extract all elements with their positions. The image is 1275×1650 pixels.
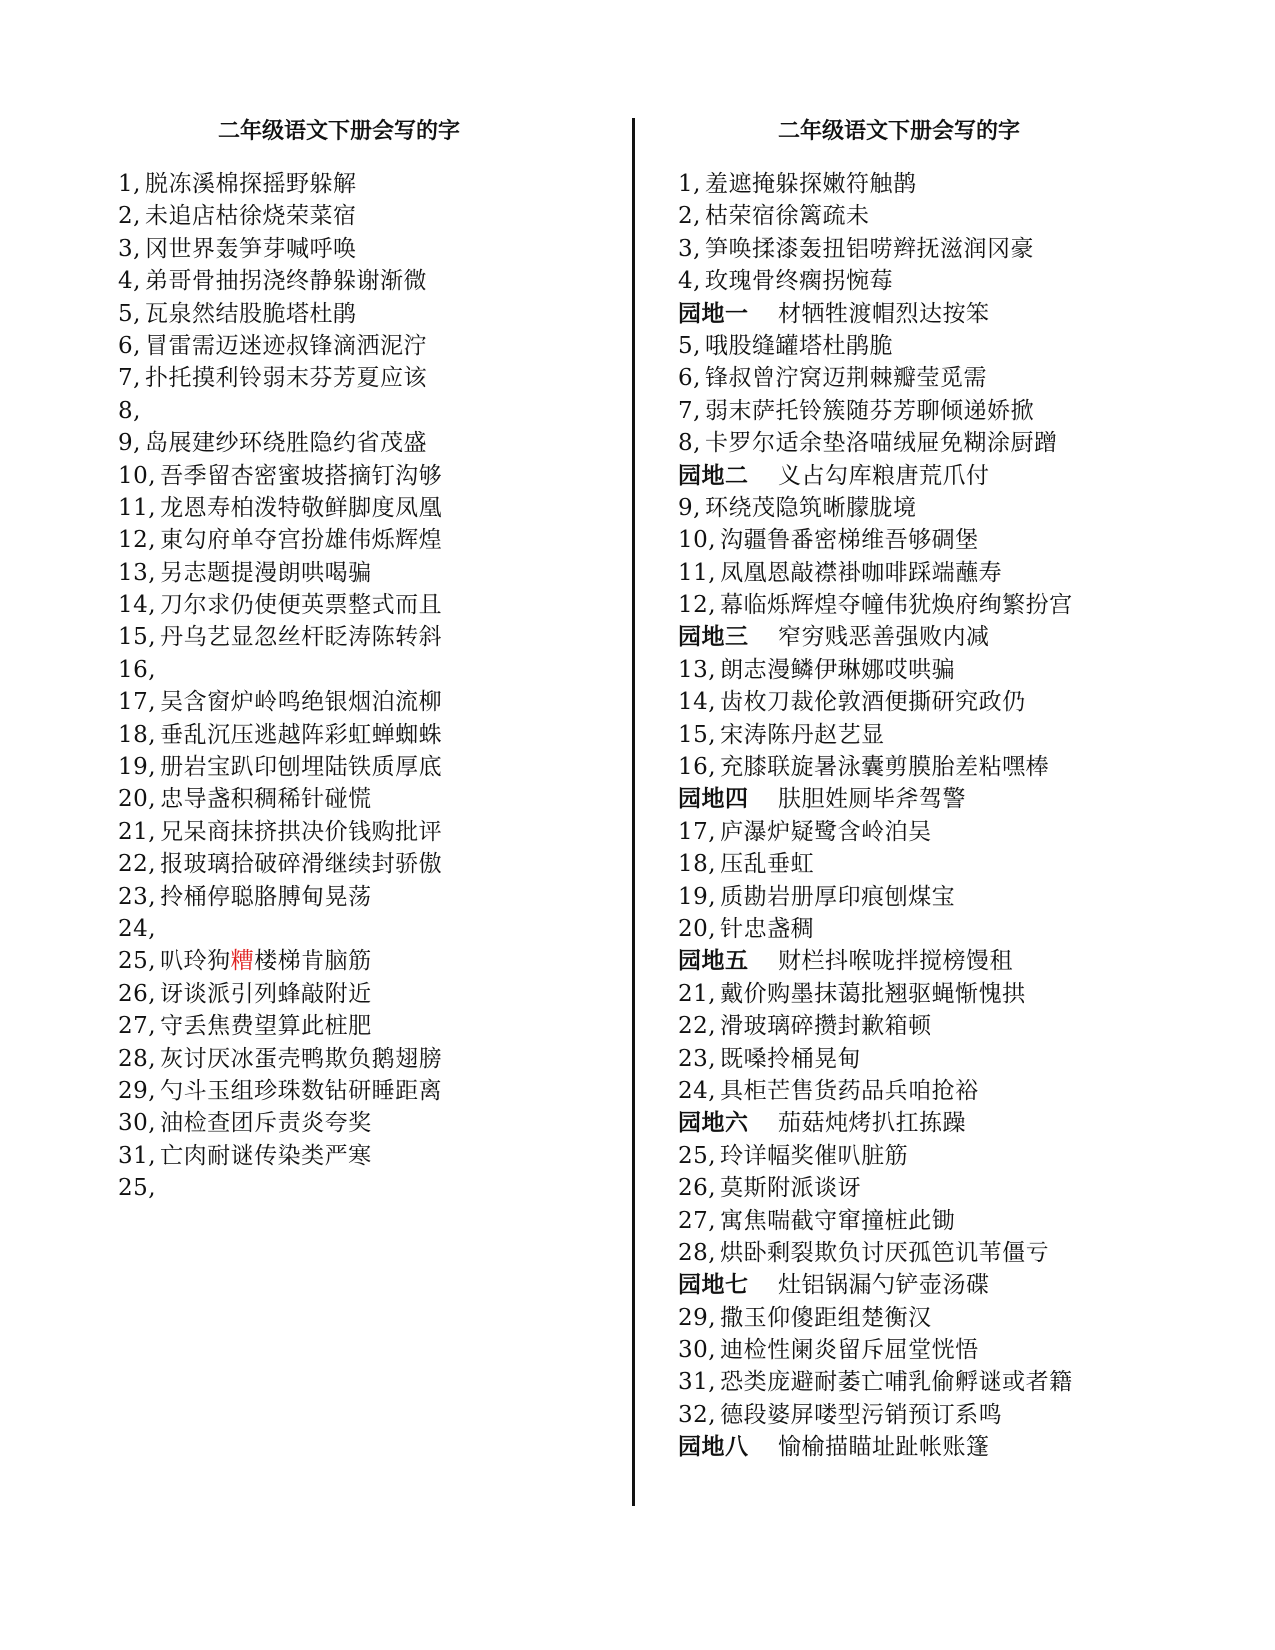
lesson-row — [678, 1237, 1218, 1269]
lesson-row — [678, 978, 1218, 1010]
lesson-row — [118, 848, 618, 880]
lesson-number: 13, — [118, 559, 157, 586]
characters-text: 报玻璃拾破碎滑继续封骄傲 — [160, 851, 443, 878]
lesson-number: 8, — [118, 397, 141, 424]
characters-text: 具柜芒售货药品兵咱抢裕 — [720, 1077, 979, 1104]
characters-text: 亡肉耐谜传染类严寒 — [160, 1142, 372, 1169]
characters-text: 册岩宝趴印刨埋陆铁质厚底 — [160, 754, 443, 781]
lesson-number: 15, — [118, 624, 157, 651]
lesson-number: 19, — [678, 883, 717, 910]
characters-text: 吾季留杏密蜜坡搭摘钉沟够 — [160, 462, 443, 489]
characters-text: 质勘岩册厚印痕刨煤宝 — [720, 883, 956, 910]
lesson-number: 5, — [118, 300, 141, 327]
left-column — [118, 108, 618, 1205]
lesson-number: 25, — [118, 1175, 157, 1202]
lesson-number: 18, — [678, 851, 717, 878]
lesson-number: 30, — [118, 1110, 157, 1137]
lesson-row — [678, 492, 1218, 524]
lesson-row — [118, 1010, 618, 1042]
section-row — [678, 1107, 1218, 1139]
characters-text: 莫斯附派谈讶 — [720, 1175, 862, 1202]
characters-text: 庐瀑炉疑鹭含岭泊吴 — [720, 818, 932, 845]
lesson-row — [678, 395, 1218, 427]
characters-text: 弟哥骨抽拐浇终静躲谢渐微 — [144, 268, 427, 295]
right-column-title: 二年级语文下册会写的字 — [778, 119, 1021, 144]
characters-text: 材牺牲渡帽烈达按笨 — [778, 300, 990, 327]
characters-text: 刀尔求仍使便英票整式而且 — [160, 592, 443, 619]
characters-text: 拎桶停聪胳膊甸晃荡 — [160, 883, 372, 910]
lesson-number: 21, — [118, 818, 157, 845]
lesson-number: 31, — [678, 1369, 717, 1396]
characters-text: 忠导盏积稠稀针碰慌 — [160, 786, 372, 813]
lesson-row — [118, 881, 618, 913]
right-character-list — [678, 168, 1218, 1464]
lesson-row — [678, 557, 1218, 589]
characters-text: 朗志漫鳞伊琳娜哎哄骗 — [720, 656, 956, 683]
lesson-number: 5, — [678, 332, 701, 359]
lesson-row — [678, 427, 1218, 459]
characters-text: 齿枚刀裁伦敦酒便撕研究政仍 — [720, 689, 1026, 716]
lesson-number: 20, — [678, 915, 717, 942]
section-label: 园地三 — [678, 624, 749, 651]
lesson-number: 3, — [118, 235, 141, 262]
characters-text: 冒雷需迈迷迹叔锋滴洒泥泞 — [144, 332, 427, 359]
characters-text: 既嗓拎桶晃甸 — [720, 1045, 862, 1072]
lesson-row — [678, 719, 1218, 751]
lesson-number: 23, — [118, 883, 157, 910]
lesson-row — [678, 1399, 1218, 1431]
lesson-row — [678, 1172, 1218, 1204]
lesson-row — [118, 783, 618, 815]
characters-text: 针忠盏稠 — [720, 915, 815, 942]
lesson-row — [118, 1107, 618, 1139]
characters-text: 守丢焦费望算此桩肥 — [160, 1013, 372, 1040]
lesson-row — [118, 621, 618, 653]
lesson-row — [118, 460, 618, 492]
lesson-row — [678, 168, 1218, 200]
lesson-number: 15, — [678, 721, 717, 748]
lesson-number: 10, — [678, 527, 717, 554]
section-label: 园地五 — [678, 948, 749, 975]
characters-text: 锋叔曾泞窝迈荆棘瓣莹觅需 — [704, 365, 987, 392]
lesson-row — [118, 524, 618, 556]
lesson-row — [118, 265, 618, 297]
lesson-row — [678, 686, 1218, 718]
lesson-row — [678, 654, 1218, 686]
lesson-row — [118, 686, 618, 718]
characters-text: 恐类庞避耐萎亡哺乳偷孵谜或者籍 — [720, 1369, 1073, 1396]
characters-text: 茄菇炖烤扒扛拣躁 — [778, 1110, 966, 1137]
lesson-row — [678, 330, 1218, 362]
lesson-number: 30, — [678, 1337, 717, 1364]
section-label: 园地七 — [678, 1272, 749, 1299]
lesson-number: 28, — [678, 1239, 717, 1266]
lesson-row — [678, 1334, 1218, 1366]
lesson-number: 26, — [678, 1175, 717, 1202]
lesson-number: 18, — [118, 721, 157, 748]
lesson-number: 11, — [118, 494, 157, 521]
characters-text: 冈世界轰笋芽喊呼唤 — [144, 235, 357, 262]
lesson-row — [118, 395, 618, 427]
lesson-row — [118, 1172, 618, 1204]
lesson-row — [678, 1140, 1218, 1172]
lesson-row — [678, 751, 1218, 783]
lesson-row — [678, 913, 1218, 945]
lesson-row — [118, 492, 618, 524]
characters-text: 迪检性阑炎留斥屈堂恍悟 — [720, 1337, 979, 1364]
lesson-number: 17, — [678, 818, 717, 845]
lesson-row — [118, 298, 618, 330]
characters-text: 寓焦喘截守窜撞桩此锄 — [720, 1207, 956, 1234]
characters-text: 玲详幅奖催叭脏筋 — [720, 1142, 909, 1169]
characters-text: 卡罗尔适余垫洛喵绒屉免糊涂厨蹭 — [704, 430, 1058, 457]
characters-text: 弱末萨托铃簇随芬芳聊倾递娇掀 — [704, 397, 1034, 424]
characters-text: 撒玉仰傻距组楚衡汉 — [720, 1304, 932, 1331]
lesson-number: 9, — [678, 494, 701, 521]
characters-text: 垂乱沉压逃越阵彩虹蝉蜘蛛 — [160, 721, 443, 748]
lesson-number: 20, — [118, 786, 157, 813]
characters-text: 义占勾库粮唐荒爪付 — [778, 462, 990, 489]
lesson-number: 12, — [118, 527, 157, 554]
lesson-row — [118, 816, 618, 848]
lesson-number: 4, — [678, 268, 701, 295]
characters-text: 勺斗玉组珍珠数钻研睡距离 — [160, 1077, 443, 1104]
lesson-number: 3, — [678, 235, 701, 262]
right-column — [678, 108, 1218, 1464]
lesson-number: 31, — [118, 1142, 157, 1169]
lesson-row — [678, 200, 1218, 232]
lesson-row — [118, 233, 618, 265]
section-row — [678, 945, 1218, 977]
lesson-row — [678, 524, 1218, 556]
characters-text: 愉榆描瞄址趾帐账篷 — [778, 1434, 990, 1461]
lesson-number: 28, — [118, 1045, 157, 1072]
characters-text: 笋唤揉漆轰扭铝唠辫抚滋润冈豪 — [704, 235, 1034, 262]
lesson-number: 29, — [678, 1304, 717, 1331]
characters-text: 窄穷贱恶善强败内减 — [778, 624, 990, 651]
lesson-row — [678, 362, 1218, 394]
lesson-number: 14, — [118, 592, 157, 619]
lesson-row — [118, 1075, 618, 1107]
lesson-row — [678, 1366, 1218, 1398]
characters-text: 岛展建纱环绕胜隐约省茂盛 — [144, 430, 427, 457]
lesson-number: 7, — [118, 365, 141, 392]
lesson-row — [118, 751, 618, 783]
characters-text: 环绕茂隐筑晰朦胧境 — [704, 494, 917, 521]
characters-text: 凤凰恩敲襟褂咖啡踩端蘸寿 — [720, 559, 1003, 586]
lesson-number: 9, — [118, 430, 141, 457]
characters-text: 哦股缝罐塔杜鹃脆 — [704, 332, 893, 359]
characters-text: 财栏抖喉咙拌搅榜馒租 — [778, 948, 1013, 975]
section-label: 园地八 — [678, 1434, 749, 1461]
left-character-list — [118, 168, 618, 1205]
lesson-number: 2, — [118, 203, 141, 230]
lesson-row — [678, 265, 1218, 297]
characters-text: 兄呆商抹挤拱决价钱购批评 — [160, 818, 443, 845]
column-divider — [632, 118, 635, 1506]
lesson-row — [678, 1075, 1218, 1107]
lesson-number: 12, — [678, 592, 717, 619]
lesson-row — [678, 589, 1218, 621]
lesson-number: 6, — [118, 332, 141, 359]
characters-text: 另志题提漫朗哄喝骗 — [160, 559, 372, 586]
highlighted-character: 糟 — [230, 948, 255, 975]
characters-text: 灰讨厌冰蛋壳鸭欺负鹅翅膀 — [160, 1045, 443, 1072]
lesson-number: 11, — [678, 559, 717, 586]
lesson-number: 27, — [118, 1013, 157, 1040]
lesson-number: 4, — [118, 268, 141, 295]
lesson-number: 16, — [118, 656, 157, 683]
characters-text: 戴价购墨抹蔼批翘驱蝇惭愧拱 — [720, 980, 1026, 1007]
lesson-number: 24, — [118, 915, 157, 942]
lesson-number: 1, — [678, 171, 701, 197]
lesson-number: 23, — [678, 1045, 717, 1072]
characters-text: 未追店枯徐烧荣菜宿 — [144, 203, 357, 230]
characters-text: 压乱垂虹 — [720, 851, 815, 878]
lesson-row — [118, 1140, 618, 1172]
lesson-number: 10, — [118, 462, 157, 489]
lesson-number: 2, — [678, 203, 701, 230]
characters-text: 東勾府单夺宫扮雄伟烁辉煌 — [160, 527, 443, 554]
lesson-row — [678, 881, 1218, 913]
characters-text: 丹乌艺显忽丝杆眨涛陈转斜 — [160, 624, 443, 651]
characters-text: 德段婆屏喽型污销预订系鸣 — [720, 1401, 1003, 1428]
lesson-row — [118, 1043, 618, 1075]
lesson-number: 1, — [118, 171, 141, 197]
left-column-title: 二年级语文下册会写的字 — [218, 119, 461, 144]
characters-text: 龙恩寿柏泼特敬鲜脚度凤凰 — [160, 494, 443, 521]
lesson-number: 24, — [678, 1077, 717, 1104]
characters-text: 叭玲狗 — [160, 948, 231, 975]
lesson-row — [118, 330, 618, 362]
characters-text: 沟疆鲁番密梯维吾够碉堡 — [720, 527, 979, 554]
lesson-number: 22, — [678, 1013, 717, 1040]
section-row — [678, 460, 1218, 492]
characters-text: 瓦泉然结股脆塔杜鹃 — [144, 300, 357, 327]
lesson-number: 13, — [678, 656, 717, 683]
section-label: 园地四 — [678, 786, 749, 813]
characters-text: 脱冻溪棉探摇野躲解 — [144, 171, 357, 197]
lesson-row — [118, 978, 618, 1010]
lesson-row — [118, 200, 618, 232]
lesson-row — [118, 362, 618, 394]
characters-text: 灶铝锅漏勺铲壶汤碟 — [778, 1272, 990, 1299]
section-row — [678, 298, 1218, 330]
section-row — [678, 1269, 1218, 1301]
lesson-number: 14, — [678, 689, 717, 716]
characters-text: 幕临烁辉煌夺幢伟犹焕府绚繁扮宫 — [720, 592, 1073, 619]
section-label: 园地六 — [678, 1110, 749, 1137]
lesson-number: 8, — [678, 430, 701, 457]
lesson-row — [118, 589, 618, 621]
lesson-row — [118, 945, 618, 977]
lesson-number: 17, — [118, 689, 157, 716]
lesson-number: 22, — [118, 851, 157, 878]
lesson-number: 27, — [678, 1207, 717, 1234]
lesson-row — [678, 848, 1218, 880]
lesson-number: 6, — [678, 365, 701, 392]
section-row — [678, 783, 1218, 815]
characters-text: 肤胆姓厕毕斧驾警 — [778, 786, 966, 813]
lesson-number: 29, — [118, 1077, 157, 1104]
lesson-row — [118, 427, 618, 459]
lesson-number: 25, — [678, 1142, 717, 1169]
lesson-row — [118, 168, 618, 200]
lesson-number: 21, — [678, 980, 717, 1007]
characters-text: 宋涛陈丹赵艺显 — [720, 721, 885, 748]
lesson-row — [678, 233, 1218, 265]
section-row — [678, 1431, 1218, 1463]
characters-text: 滑玻璃碎攒封歉箱顿 — [720, 1013, 932, 1040]
characters-text: 油检查团斥责炎夸奖 — [160, 1110, 372, 1137]
characters-text: 楼梯肯脑筋 — [254, 948, 372, 975]
section-label: 园地二 — [678, 462, 749, 489]
section-row — [678, 621, 1218, 653]
characters-text: 讶谈派引列蜂敲附近 — [160, 980, 372, 1007]
characters-text: 羞遮掩躲探嫩符触鹊 — [704, 171, 917, 197]
lesson-row — [678, 1010, 1218, 1042]
lesson-row — [118, 913, 618, 945]
lesson-row — [678, 816, 1218, 848]
characters-text: 充膝联旋暑泳囊剪膜胎差粘嘿棒 — [720, 754, 1050, 781]
lesson-number: 7, — [678, 397, 701, 424]
characters-text: 烘卧剩裂欺负讨厌孤笆讥苇僵亏 — [720, 1239, 1050, 1266]
lesson-row — [118, 654, 618, 686]
lesson-row — [678, 1205, 1218, 1237]
lesson-number: 26, — [118, 980, 157, 1007]
characters-text: 吴含窗炉岭鸣绝银烟泊流柳 — [160, 689, 443, 716]
lesson-row — [678, 1043, 1218, 1075]
lesson-number: 19, — [118, 754, 157, 781]
lesson-number: 16, — [678, 754, 717, 781]
lesson-row — [678, 1302, 1218, 1334]
lesson-number: 32, — [678, 1401, 717, 1428]
characters-text: 扑托摸利铃弱末芬芳夏应该 — [144, 365, 427, 392]
lesson-row — [118, 719, 618, 751]
lesson-row — [118, 557, 618, 589]
section-label: 园地一 — [678, 300, 749, 327]
characters-text: 枯荣宿徐篱疏未 — [704, 203, 870, 230]
lesson-number: 25, — [118, 948, 157, 975]
characters-text: 玫瑰骨终瘸拐惋莓 — [704, 268, 893, 295]
